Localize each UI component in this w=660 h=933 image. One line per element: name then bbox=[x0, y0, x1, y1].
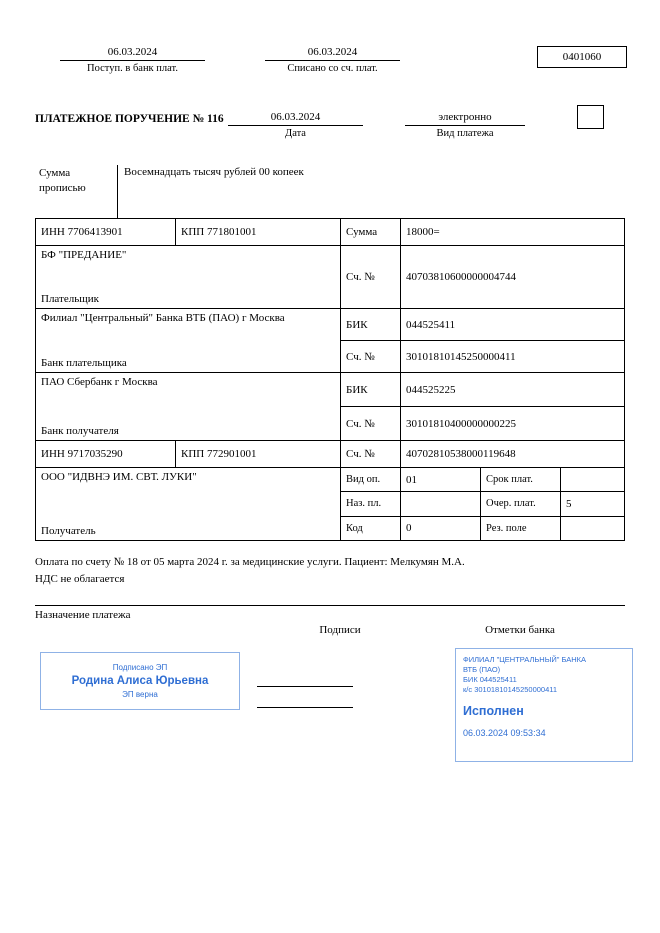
purpose-text bbox=[35, 554, 625, 587]
ocher-plat-label: Очер. плат. bbox=[481, 492, 561, 515]
payment-kind-label: Вид платежа bbox=[436, 128, 494, 139]
payer-bank-bik: 044525411 bbox=[406, 318, 456, 331]
payer-account-label: Сч. № bbox=[341, 246, 401, 308]
payer-bank-cell bbox=[36, 309, 341, 372]
payee-bank-account-row bbox=[341, 407, 624, 440]
payer-name: БФ "ПРЕДАНИЕ" bbox=[41, 249, 127, 261]
payee-inn-row bbox=[36, 441, 624, 468]
payee-label: Получатель bbox=[41, 525, 96, 537]
signature-line-1 bbox=[257, 686, 353, 687]
bank-marks-header: Отметки банка bbox=[485, 624, 555, 636]
purpose-label: Назначение платежа bbox=[35, 609, 131, 621]
payee-bank-details bbox=[341, 373, 624, 440]
rez-pole-value bbox=[561, 517, 624, 540]
payment-details bbox=[341, 468, 624, 540]
electronic-signature-stamp bbox=[40, 652, 240, 710]
payee-bank-bik-label: БИК bbox=[341, 373, 401, 406]
received-in-bank-label: Поступ. в банк плат. bbox=[87, 63, 178, 74]
naz-pl-label: Наз. пл. bbox=[341, 492, 401, 515]
payee-bank-bik: 044525225 bbox=[406, 383, 456, 396]
vid-op-row bbox=[341, 468, 624, 492]
payer-bank-account: 30101810145250000411 bbox=[406, 350, 516, 363]
sum-label: Сумма bbox=[341, 219, 401, 245]
date-value: 06.03.2024 bbox=[228, 111, 363, 126]
payer-bank-label: Банк плательщика bbox=[41, 357, 127, 369]
debited-from-account-date: 06.03.2024 bbox=[265, 46, 400, 61]
payee-bank-row bbox=[36, 373, 624, 441]
ep-signer-name: Родина Алиса Юрьевна bbox=[71, 675, 209, 687]
payer-bank-account-row bbox=[341, 341, 624, 372]
payer-bank-account-label: Сч. № bbox=[341, 341, 401, 372]
payer-inn: ИНН 7706413901 bbox=[36, 219, 176, 245]
bank-stamp-corr-account: к/с 30101810145250000411 bbox=[463, 685, 558, 695]
vid-op-value: 01 bbox=[401, 468, 481, 491]
sum-value: 18000= bbox=[406, 226, 440, 238]
kod-value: 0 bbox=[401, 517, 481, 540]
srok-plat-label: Срок плат. bbox=[481, 468, 561, 491]
payer-label: Плательщик bbox=[41, 293, 99, 305]
naz-pl-row bbox=[341, 492, 624, 516]
rez-pole-label: Рез. поле bbox=[481, 517, 561, 540]
payee-bank-bik-row bbox=[341, 373, 624, 407]
payee-account-label: Сч. № bbox=[341, 441, 401, 467]
payer-cell bbox=[36, 246, 341, 308]
status-box bbox=[577, 105, 604, 129]
purpose-underline bbox=[35, 605, 625, 621]
signatures-header: Подписи bbox=[319, 624, 361, 636]
purpose-line-2: НДС не облагается bbox=[35, 572, 125, 585]
document-title: ПЛАТЕЖНОЕ ПОРУЧЕНИЕ № 116 bbox=[35, 113, 224, 125]
payer-bank-row bbox=[36, 309, 624, 373]
payee-name: ООО "ИДВНЭ ИМ. СВТ. ЛУКИ" bbox=[41, 471, 197, 483]
vid-op-label: Вид оп. bbox=[341, 468, 401, 491]
bank-stamp-datetime: 06.03.2024 09:53:34 bbox=[463, 727, 546, 738]
payer-bank-bik-label: БИК bbox=[341, 309, 401, 340]
payee-inn: ИНН 9717035290 bbox=[36, 441, 176, 467]
payee-bank-account-label: Сч. № bbox=[341, 407, 401, 440]
payee-bank-name: ПАО Сбербанк г Москва bbox=[41, 376, 158, 388]
form-code-box bbox=[537, 46, 627, 68]
naz-pl-value bbox=[401, 492, 481, 515]
payee-cell bbox=[36, 468, 341, 540]
received-in-bank-field bbox=[60, 46, 205, 74]
payer-bank-details bbox=[341, 309, 624, 372]
amount-words-value: Восемнадцать тысяч рублей 00 копеек bbox=[124, 166, 304, 178]
srok-plat-value bbox=[561, 468, 624, 491]
payer-kpp: КПП 771801001 bbox=[176, 219, 341, 245]
debited-from-account-field bbox=[265, 46, 400, 74]
ocher-plat-value: 5 bbox=[566, 497, 572, 510]
date-label: Дата bbox=[285, 128, 306, 139]
payee-bank-account: 30101810400000000225 bbox=[406, 417, 516, 430]
payee-row bbox=[36, 468, 624, 540]
amount-words-label: Сумма прописью bbox=[35, 165, 118, 218]
payer-bank-name: Филиал "Центральный" Банка ВТБ (ПАО) г Москва bbox=[41, 312, 285, 324]
purpose-line-1: Оплата по счету № 18 от 05 марта 2024 г. за медицинские услуги. Пациент: Мелкумян М.А. bbox=[35, 556, 465, 568]
kod-row bbox=[341, 517, 624, 540]
payee-bank-cell bbox=[36, 373, 341, 440]
payment-kind-field bbox=[405, 111, 525, 139]
payer-row bbox=[36, 246, 624, 309]
date-field bbox=[228, 111, 363, 139]
payer-account: 40703810600000004744 bbox=[406, 271, 516, 283]
payee-bank-label: Банк получателя bbox=[41, 425, 119, 437]
signature-line-2 bbox=[257, 707, 353, 708]
payment-kind-value: электронно bbox=[405, 111, 525, 126]
kod-label: Код bbox=[341, 517, 401, 540]
payee-account: 40702810538000119648 bbox=[406, 448, 516, 460]
payee-kpp: КПП 772901001 bbox=[176, 441, 341, 467]
bank-stamp-line-2: ВТБ (ПАО) bbox=[463, 665, 501, 675]
bank-stamp-bik: БИК 044525411 bbox=[463, 675, 517, 685]
payment-table bbox=[35, 218, 625, 541]
bank-execution-stamp bbox=[455, 648, 633, 762]
ep-valid-label: ЭП верна bbox=[122, 690, 158, 699]
form-code: 0401060 bbox=[562, 51, 602, 63]
bank-stamp-line-1: ФИЛИАЛ "ЦЕНТРАЛЬНЫЙ" БАНКА bbox=[463, 655, 587, 664]
amount-words-row bbox=[35, 165, 625, 218]
payer-bank-bik-row bbox=[341, 309, 624, 341]
bank-stamp-status: Исполнен bbox=[463, 703, 524, 718]
received-in-bank-date: 06.03.2024 bbox=[60, 46, 205, 61]
payer-inn-row bbox=[36, 219, 624, 246]
debited-from-account-label: Списано со сч. плат. bbox=[287, 63, 378, 74]
ep-signed-label: Подписано ЭП bbox=[112, 663, 168, 672]
